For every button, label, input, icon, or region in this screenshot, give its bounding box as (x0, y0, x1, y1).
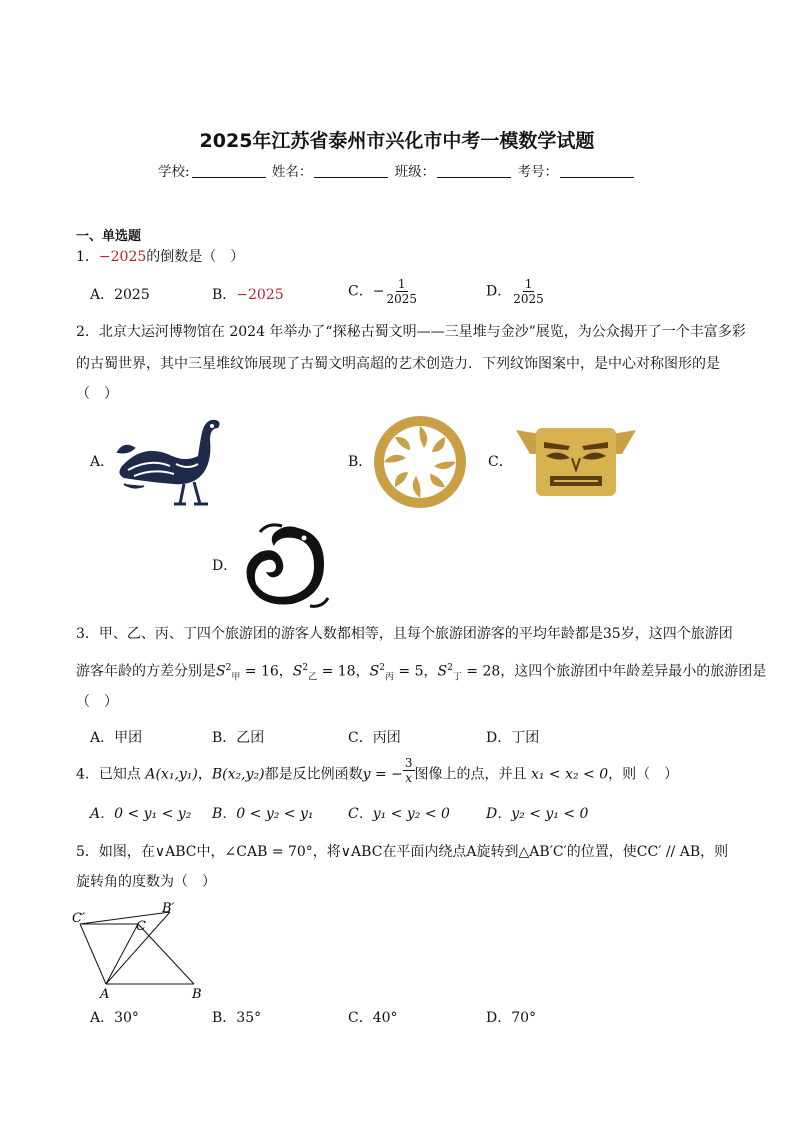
name-blank[interactable] (314, 163, 388, 178)
rotation-triangle-figure (70, 900, 210, 1000)
bronze-mask-image (512, 424, 640, 498)
q3-line3: （ ） (76, 694, 118, 710)
q2-line3: （ ） (76, 386, 118, 402)
q1-option-b[interactable] (212, 287, 284, 303)
q5-option-d[interactable]: D．70° (486, 1010, 537, 1026)
q3-option-b[interactable]: B．乙团 (212, 730, 265, 746)
q1-number: 1． (76, 249, 99, 265)
label-A: A (100, 987, 110, 1002)
q5-line2: 旋转角的度数为（ ） (76, 874, 216, 890)
id-blank[interactable] (560, 163, 634, 178)
dragon-pattern-image (238, 518, 332, 612)
q2-line1: 2．北京大运河博物馆在 2024 年举办了“探秘古蜀文明——三星堆与金沙”展览，为公众揭开了一个丰富多彩 (76, 324, 746, 340)
label-B-prime: B′ (162, 901, 175, 916)
q1-option-d-label: D． (486, 283, 512, 300)
question-1 (76, 249, 244, 265)
q3-line2-text: 游客年龄的方差分别是 (76, 663, 216, 680)
q1-option-a[interactable]: A．2025 (90, 287, 150, 303)
q1-option-d-fraction: $\frac{1}{2025}$ (513, 277, 544, 306)
q4-option-a[interactable]: A．0 < y₁ < y₂ (90, 806, 192, 822)
q1-option-c[interactable] (348, 277, 419, 306)
q4-stem: 4．已知点 A(x₁,y₁)，B(x₂,y₂)都是反比例函数y = − $\frac{3}{x}$ 图像上的点，并且 x₁ < x₂ < 0，则（ ） (76, 756, 679, 785)
q1-option-d[interactable] (486, 277, 546, 306)
q2-line2: 的古蜀世界，其中三星堆纹饰展现了古蜀文明高超的艺术创造力．下列纹饰图案中，是中心对称图形的是 (76, 356, 720, 372)
student-info-line (0, 160, 794, 180)
id-label: 考号： (517, 164, 558, 180)
q3-option-d[interactable]: D．丁团 (486, 730, 540, 746)
label-C: C (136, 919, 146, 934)
q3-option-a[interactable]: A．甲团 (90, 730, 143, 746)
q2-option-a-label[interactable]: A． (90, 454, 115, 470)
class-label: 班级： (394, 164, 436, 180)
q1-option-c-label: C．− (348, 283, 385, 300)
label-B: B (192, 987, 202, 1002)
sun-ring-pattern-image (372, 414, 468, 510)
school-blank[interactable] (192, 163, 266, 178)
class-blank[interactable] (437, 163, 511, 178)
q1-option-c-fraction: $\frac{1}{2025}$ (386, 277, 417, 306)
q2-option-d-label[interactable]: D． (212, 558, 238, 574)
q1-option-b-label: B． (212, 287, 237, 303)
page-title: 2025年江苏省泰州市兴化市中考一模数学试题 (199, 130, 595, 152)
bird-pattern-image (114, 412, 232, 508)
q3-option-c[interactable]: C．丙团 (348, 730, 401, 746)
q1-suffix: 的倒数是（ ） (146, 249, 245, 265)
q2-option-b-label[interactable]: B． (348, 454, 373, 470)
school-label: 学校: (158, 164, 190, 180)
q5-option-b[interactable]: B．35° (212, 1010, 262, 1026)
q1-option-b-value: −2025 (236, 287, 284, 303)
q3-line2: 游客年龄的方差分别是$S^2_甲 = 16$，$S^2_乙 = 18$，$S^2_丙 = 5$，$S^2_丁 = 28$，这四个旅游团中年龄差异最小的旅游团是 (76, 663, 767, 683)
q4-option-c[interactable]: C．y₁ < y₂ < 0 (348, 806, 450, 822)
q3-line1: 3．甲、乙、丙、丁四个旅游团的游客人数都相等，且每个旅游团游客的平均年龄都是35岁，这四个旅游团 (76, 626, 733, 642)
q4-option-b[interactable]: B．0 < y₂ < y₁ (212, 806, 314, 822)
q5-option-c[interactable]: C．40° (348, 1010, 398, 1026)
q5-option-a[interactable]: A．30° (90, 1010, 139, 1026)
label-C-prime: C′ (72, 911, 85, 926)
q1-value: −2025 (98, 249, 147, 265)
section-heading: 一、单选题 (76, 229, 142, 244)
name-label: 姓名： (271, 164, 313, 180)
q5-line1: 5．如图，在∨ABC中，∠CAB = 70°，将∨ABC在平面内绕点A旋转到△AB′C′的位置，使CC′ // AB，则 (76, 844, 729, 860)
q2-option-c-label[interactable]: C． (488, 454, 513, 470)
q4-option-d[interactable]: D．y₂ < y₁ < 0 (486, 806, 589, 822)
